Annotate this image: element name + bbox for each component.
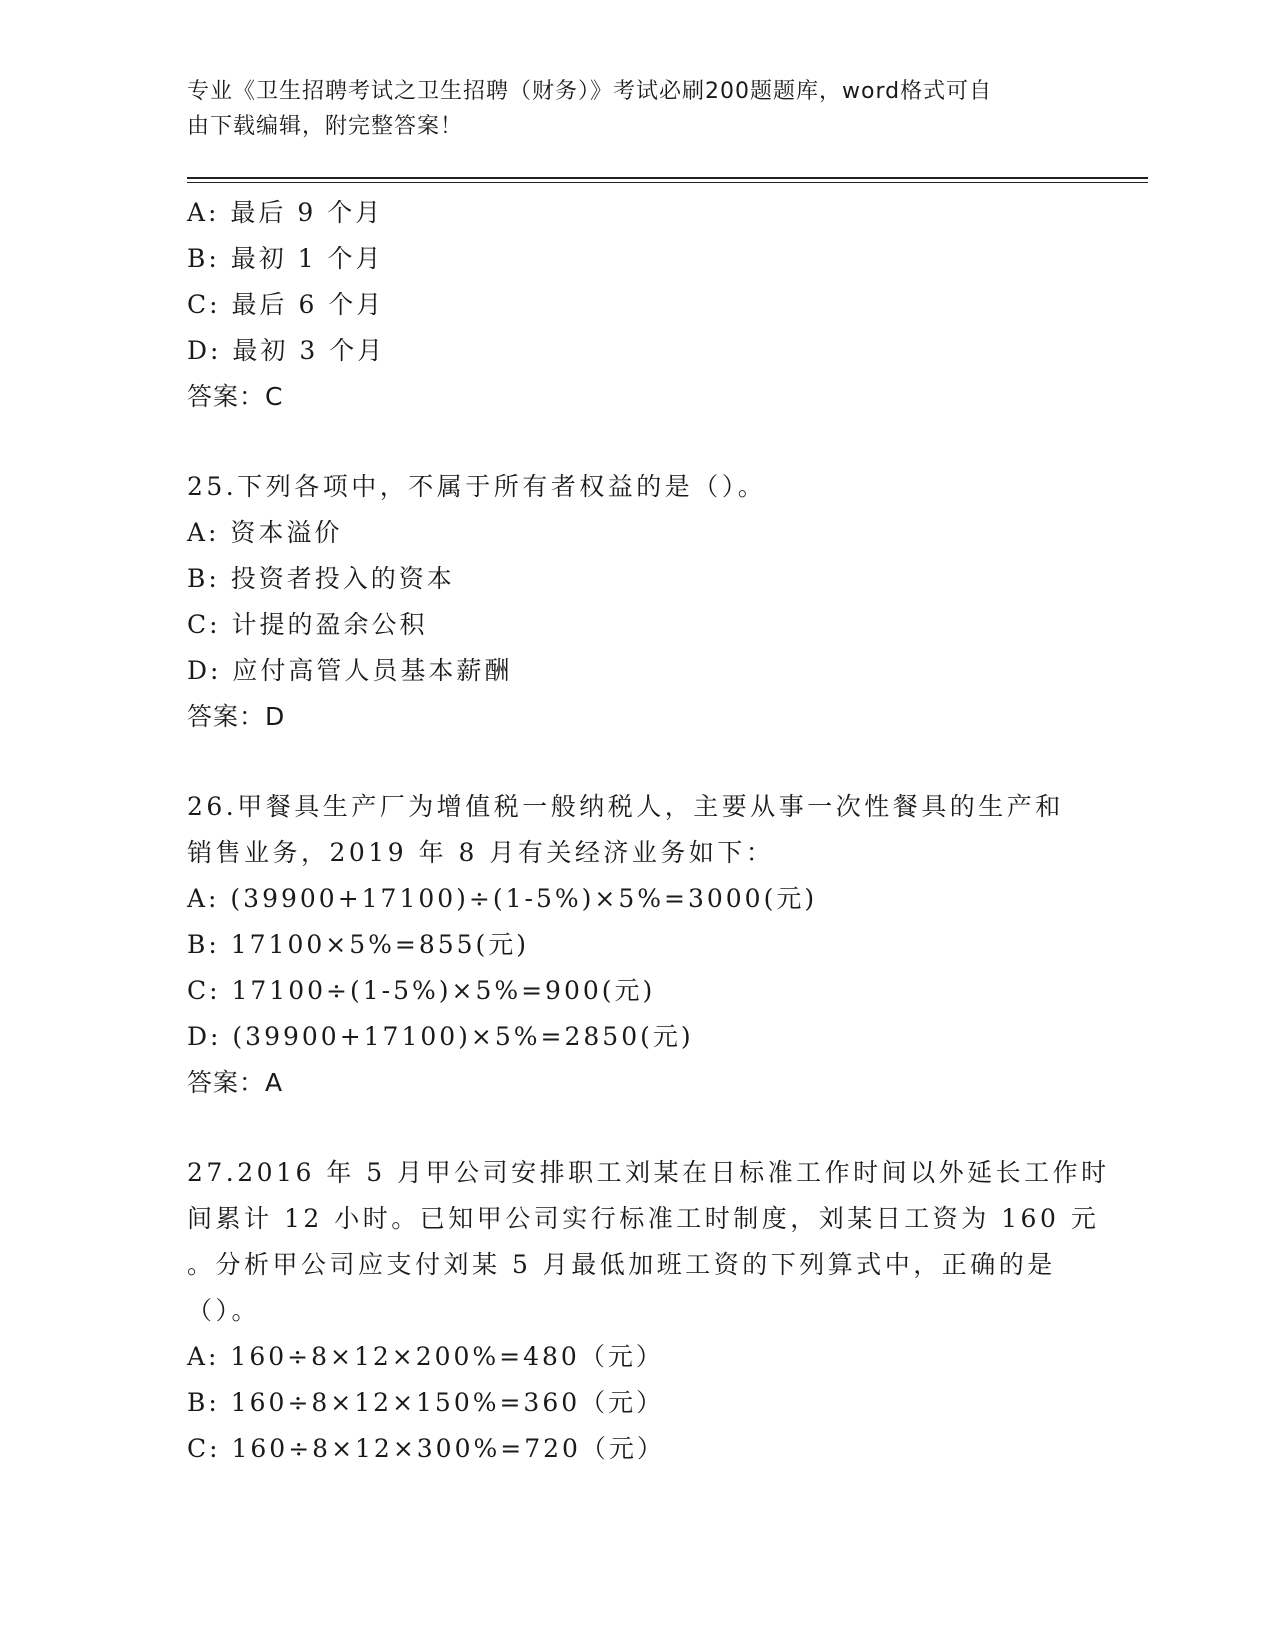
header-rule-thick — [187, 177, 1148, 179]
option-c: C: 160÷8×12×300%=720（元） — [187, 1434, 665, 1463]
header-line-2: 由下载编辑，附完整答案！ — [187, 114, 464, 139]
answer: 答案：A — [187, 1068, 284, 1097]
option-b: B: 最初 1 个月 — [187, 244, 384, 273]
question-stem: 间累计 12 小时。已知甲公司实行标准工时制度，刘某日工资为 160 元 — [187, 1204, 1100, 1233]
option-c: C: 17100÷(1-5%)×5%=900(元) — [187, 976, 656, 1005]
option-d: D: 最初 3 个月 — [187, 336, 386, 365]
header-rule-thin — [187, 182, 1148, 183]
option-a: A: 资本溢价 — [187, 518, 343, 547]
answer: 答案：D — [187, 702, 286, 731]
document-header — [187, 74, 1067, 144]
option-a: A: 最后 9 个月 — [187, 198, 384, 227]
question-stem: 26.甲餐具生产厂为增值税一般纳税人，主要从事一次性餐具的生产和 — [187, 792, 1064, 821]
option-a: A: 160÷8×12×200%=480（元） — [187, 1342, 664, 1371]
option-d: D: (39900+17100)×5%=2850(元) — [187, 1022, 694, 1051]
question-26 — [187, 784, 1087, 1106]
option-b: B: 投资者投入的资本 — [187, 564, 455, 593]
question-stem: （）。 — [187, 1296, 261, 1325]
question-stem: 25.下列各项中，不属于所有者权益的是（）。 — [187, 472, 767, 501]
option-c: C: 计提的盈余公积 — [187, 610, 428, 639]
option-c: C: 最后 6 个月 — [187, 290, 385, 319]
question-24 — [187, 190, 1087, 420]
question-stem: 销售业务，2019 年 8 月有关经济业务如下： — [187, 838, 775, 867]
answer: 答案：C — [187, 382, 284, 411]
question-stem: 27.2016 年 5 月甲公司安排职工刘某在日标准工作时间以外延长工作时 — [187, 1158, 1110, 1187]
option-d: D: 应付高管人员基本薪酬 — [187, 656, 513, 685]
header-line-1: 专业《卫生招聘考试之卫生招聘（财务）》考试必刷200题题库，word格式可自 — [187, 79, 993, 104]
option-b: B: 160÷8×12×150%=360（元） — [187, 1388, 665, 1417]
question-stem: 。分析甲公司应支付刘某 5 月最低加班工资的下列算式中，正确的是 — [187, 1250, 1056, 1279]
option-a: A: (39900+17100)÷(1-5%)×5%=3000(元) — [187, 884, 818, 913]
question-list — [187, 190, 1110, 1472]
question-25 — [187, 464, 1087, 740]
option-b: B: 17100×5%=855(元) — [187, 930, 530, 959]
question-27 — [187, 1150, 1110, 1472]
